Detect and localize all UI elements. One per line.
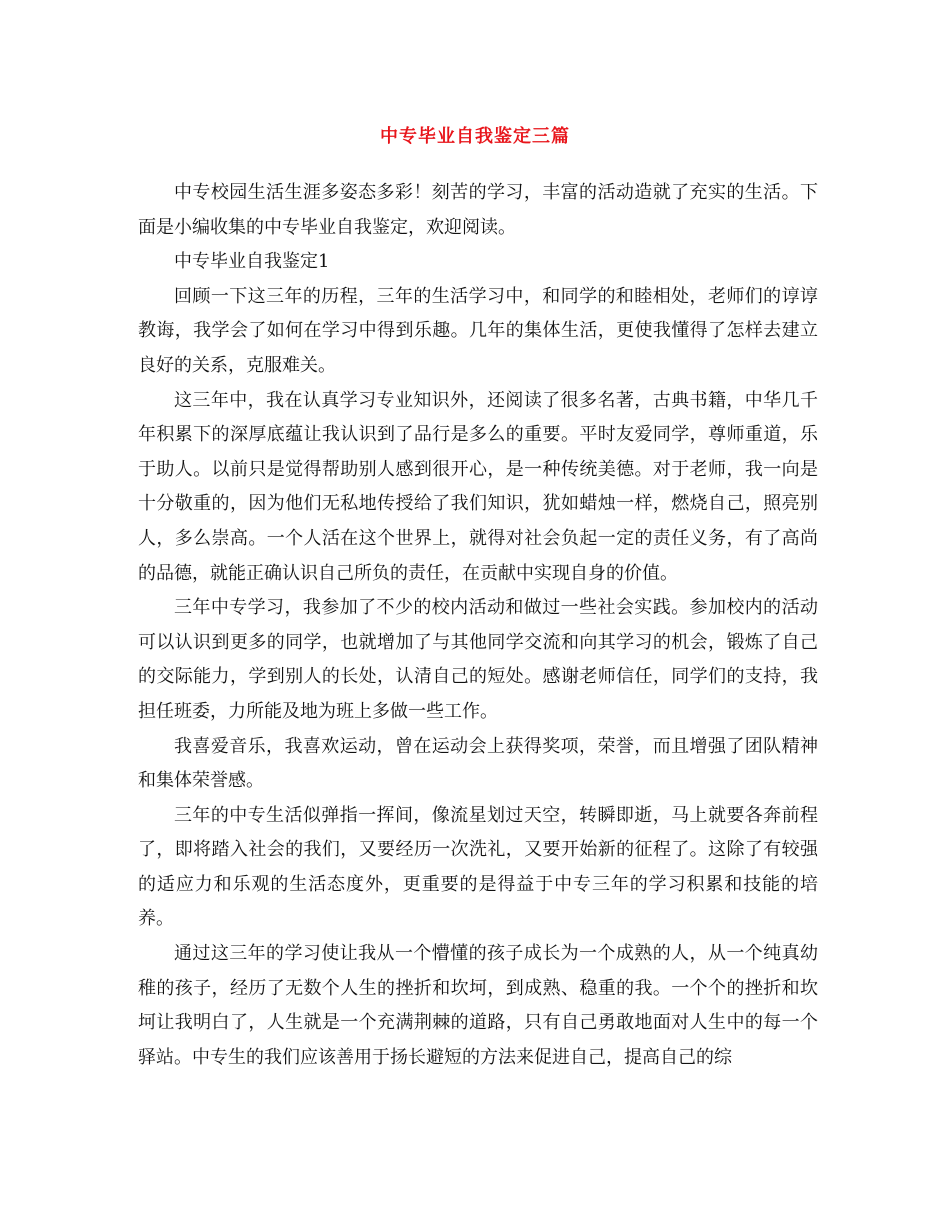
section-heading: 中专毕业自我鉴定1 — [174, 251, 330, 273]
body-paragraph: 三年的中专生活似弹指一挥间，像流星划过天空，转瞬即逝，马上就要各奔前程了，即将踏入社会的我们，又要经历一次洗礼，又要开始新的征程了。这除了有较强的适应力和乐观的生活态度外，更重要的是得益于中专三年的学习积累和技能的培养。 — [138, 804, 818, 930]
body-paragraph: 这三年中，我在认真学习专业知识外，还阅读了很多名著，古典书籍，中华几千年积累下的深厚底蕴让我认识到了品行是多么的重要。平时友爱同学，尊师重道，乐于助人。以前只是觉得帮助别人感到很开心，是一种传统美德。对于老师，我一向是十分敬重的，因为他们无私地传授给了我们知识，犹如蜡烛一样，燃烧自己，照亮别人，多么崇高。一个人活在这个世界上，就得对社会负起一定的责任义务，有了高尚的品德，就能正确认识自己所负的责任，在贡献中实现自身的价值。 — [138, 389, 818, 584]
document-title: 中专毕业自我鉴定三篇 — [380, 126, 570, 147]
body-paragraph: 三年中专学习，我参加了不少的校内活动和做过一些社会实践。参加校内的活动可以认识到更多的同学，也就增加了与其他同学交流和向其学习的机会，锻炼了自己的交际能力，学到别人的长处，认清自己的短处。感谢老师信任，同学们的支持，我担任班委，力所能及地为班上多做一些工作。 — [138, 597, 818, 722]
document-body — [138, 176, 818, 1075]
intro-paragraph: 中专校园生活生涯多姿态多彩！刻苦的学习，丰富的活动造就了充实的生活。下面是小编收集的中专毕业自我鉴定，欢迎阅读。 — [138, 182, 818, 238]
body-paragraph: 我喜爱音乐，我喜欢运动，曾在运动会上获得奖项，荣誉，而且增强了团队精神和集体荣誉感。 — [138, 735, 818, 792]
body-paragraph: 回顾一下这三年的历程，三年的生活学习中，和同学的和睦相处，老师们的谆谆教诲，我学会了如何在学习中得到乐趣。几年的集体生活，更使我懂得了怎样去建立良好的关系，克服难关。 — [138, 285, 818, 376]
body-paragraph: 通过这三年的学习使让我从一个懵懂的孩子成长为一个成熟的人，从一个纯真幼稚的孩子，经历了无数个人生的挫折和坎坷，到成熟、稳重的我。一个个的挫折和坎坷让我明白了，人生就是一个充满荆棘的道路，只有自己勇敢地面对人生中的每一个驿站。中专生的我们应该善用于扬长避短的方法来促进自己，提高自己的综 — [138, 943, 818, 1068]
